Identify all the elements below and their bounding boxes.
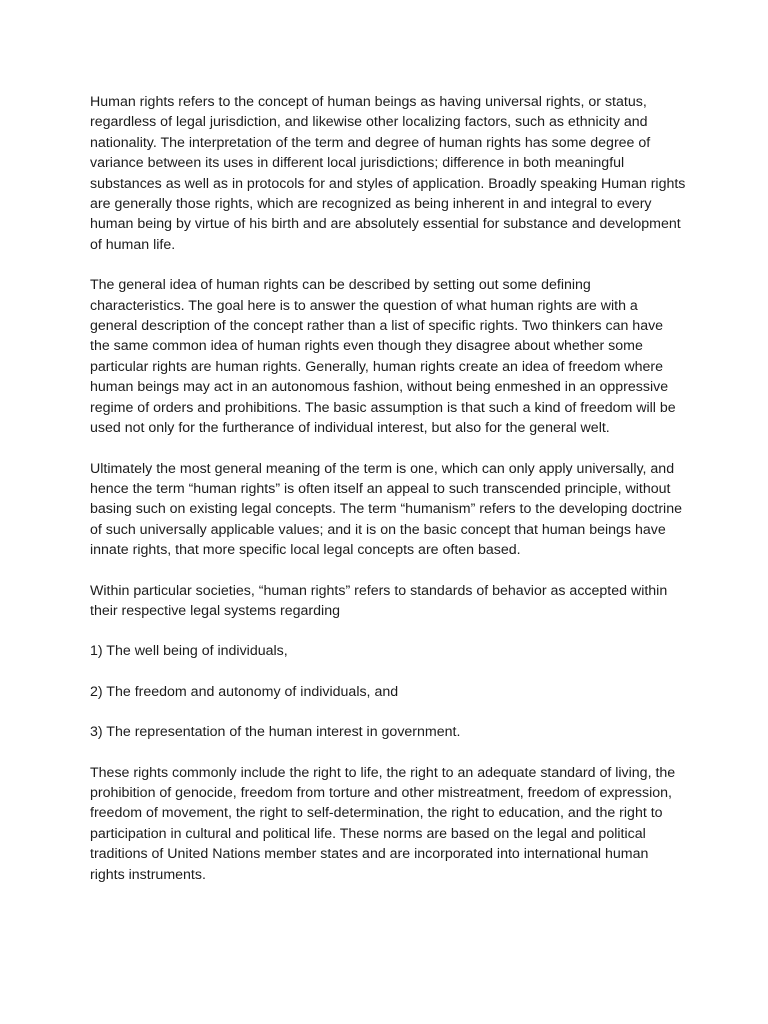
- list-item-freedom: 2) The freedom and autonomy of individuals, and: [90, 683, 399, 700]
- paragraph-general-idea: The general idea of human rights can be described by setting out some defining characteristics. The goal here is to answer the question of what human rights are with a general description of the concept rather than a list of specific rights. Two thinkers can have the same common idea of human rights even though they disagree about whether some particular rights are human rights. Generally, human rights create an idea of freedom where human beings may act in an autonomous fashion, without being enmeshed in an oppressive regime of orders and prohibitions. The basic assumption is that such a kind of freedom will be used not only for the furtherance of individual interest, but also for the general welt.: [90, 277, 676, 437]
- list-item-representation: 3) The representation of the human interest in government.: [90, 724, 461, 741]
- paragraph-intro: Human rights refers to the concept of human beings as having universal rights, or status, regardless of legal jurisdiction, and likewise other localizing factors, such as ethnicity and nationality. The interpretation of the term and degree of human rights has some degree of variance between its uses in different local jurisdictions; difference in both meaningful substances as well as in protocols for and styles of application. Broadly speaking Human rights are generally those rights, which are recognized as being inherent in and integral to every human being by virtue of his birth and are absolutely essential for substance and development of human life.: [90, 94, 686, 253]
- paragraph-rights-list: These rights commonly include the right to life, the right to an adequate standard of living, the prohibition of genocide, freedom from torture and other mistreatment, freedom of expression, freedom of movement, the right to self-determination, the right to education, and the right to participation in cultural and political life. These norms are based on the legal and political traditions of United Nations member states and are incorporated into international human rights instruments.: [90, 764, 676, 883]
- list-item-wellbeing: 1) The well being of individuals,: [90, 643, 288, 660]
- paragraph-meaning: Ultimately the most general meaning of the term is one, which can only apply universally, and hence the term “human rights” is often itself an appeal to such transcended principle, without basing such on existing legal concepts. The term “humanism” refers to the developing doctrine of such universally applicable values; and it is on the basic concept that human beings have innate rights, that more specific local legal concepts are often based.: [90, 460, 682, 559]
- document-page: [90, 92, 686, 905]
- paragraph-societies: Within particular societies, “human rights” refers to standards of behavior as accepted within their respective legal systems regarding: [90, 582, 668, 619]
